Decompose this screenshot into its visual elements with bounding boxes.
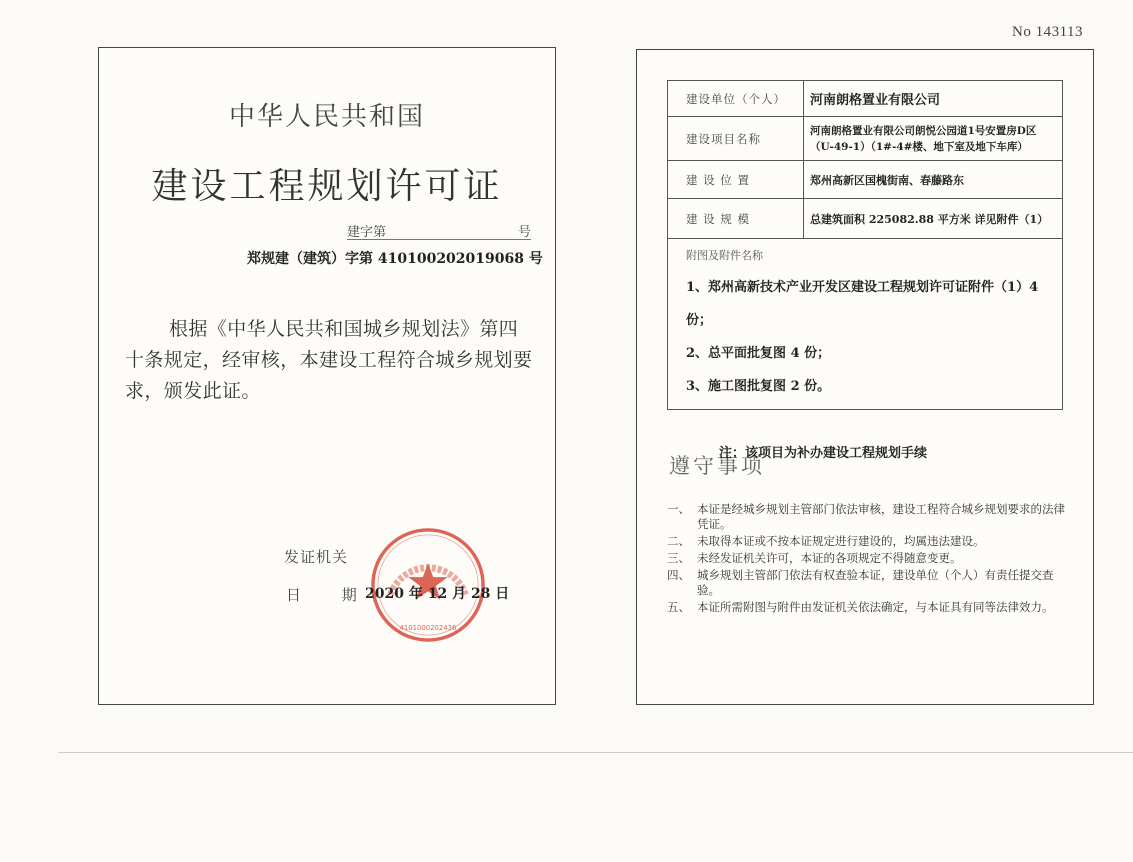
date-label-char-2: 期 bbox=[341, 586, 357, 604]
issuer-label: 发证机关 bbox=[284, 548, 349, 566]
attachments-cell bbox=[668, 239, 1063, 410]
table-row bbox=[668, 199, 1063, 239]
seal-number: 4101000202436 bbox=[399, 624, 457, 633]
country-name: 中华人民共和国 bbox=[228, 102, 425, 132]
number-prefix: 建字第 bbox=[347, 225, 387, 240]
table-row bbox=[668, 239, 1063, 410]
project-info-table bbox=[667, 80, 1063, 410]
notes-remark: 注：该项目为补办建设工程规划手续 bbox=[719, 446, 928, 461]
list-item bbox=[667, 568, 1071, 598]
table-row bbox=[668, 117, 1063, 161]
list-item bbox=[667, 551, 1071, 566]
number-suffix: 号 bbox=[517, 225, 531, 240]
right-panel bbox=[636, 49, 1094, 705]
note-text: 本证所需附图与附件由发证机关依法确定，与本证具有同等法律效力。 bbox=[697, 600, 1054, 614]
attachments-label: 附图及附件名称 bbox=[686, 249, 763, 262]
notes-title: 遵守事项 bbox=[669, 454, 765, 478]
note-text: 未取得本证或不按本证规定进行建设的，均属违法建设。 bbox=[697, 534, 985, 548]
location-value: 郑州高新区国槐街南、春藤路东 bbox=[804, 161, 1063, 199]
note-text: 城乡规划主管部门依法有权查验本证，建设单位（个人）有责任提交查验。 bbox=[697, 568, 1054, 597]
note-text: 本证是经城乡规划主管部门依法审核，建设工程符合城乡规划要求的法律凭证。 bbox=[697, 502, 1065, 531]
serial-number: No 143113 bbox=[1012, 24, 1084, 40]
builder-value: 河南朗格置业有限公司 bbox=[804, 81, 1063, 117]
project-name-value: 河南朗格置业有限公司朗悦公园道1号安置房D区（U-49-1）（1#-4#楼、地下室及地下车库） bbox=[804, 117, 1063, 161]
paper-edge bbox=[58, 752, 1133, 753]
certificate-title: 建设工程规划许可证 bbox=[151, 166, 503, 207]
list-item bbox=[667, 600, 1071, 615]
left-panel bbox=[98, 47, 556, 705]
number-line bbox=[347, 221, 531, 240]
attachment-item: 1、郑州高新技术产业开发区建设工程规划许可证附件（1）4份； bbox=[686, 280, 1039, 328]
date-label-char-1: 日 bbox=[286, 586, 302, 604]
notes-list bbox=[667, 502, 1071, 617]
table-row bbox=[668, 81, 1063, 117]
note-text: 未经发证机关许可，本证的各项规定不得随意变更。 bbox=[697, 551, 962, 565]
attachment-item: 3、施工图批复图 2 份。 bbox=[686, 379, 831, 394]
note-number: 一、 bbox=[667, 502, 690, 516]
certificate-body: 根据《中华人民共和国城乡规划法》第四十条规定，经审核，本建设工程符合城乡规划要求，颁发此证。 bbox=[125, 318, 533, 402]
list-item bbox=[667, 534, 1071, 549]
note-number: 二、 bbox=[667, 534, 690, 548]
issue-date: 2020 年 12 月 28 日 bbox=[365, 586, 510, 602]
scale-label: 建 设 规 模 bbox=[668, 199, 804, 239]
attachment-item: 2、总平面批复图 4 份； bbox=[686, 346, 831, 361]
table-row bbox=[668, 161, 1063, 199]
builder-label: 建设单位（个人） bbox=[668, 81, 804, 117]
scale-value: 总建筑面积 225082.88 平方米 详见附件（1） bbox=[804, 199, 1063, 239]
project-name-label: 建设项目名称 bbox=[668, 117, 804, 161]
certificate-number: 郑规建（建筑）字第 410100202019068 号 bbox=[247, 251, 543, 267]
note-number: 四、 bbox=[667, 568, 690, 582]
note-number: 五、 bbox=[667, 600, 690, 614]
list-item bbox=[667, 502, 1071, 532]
location-label: 建 设 位 置 bbox=[668, 161, 804, 199]
note-number: 三、 bbox=[667, 551, 690, 565]
